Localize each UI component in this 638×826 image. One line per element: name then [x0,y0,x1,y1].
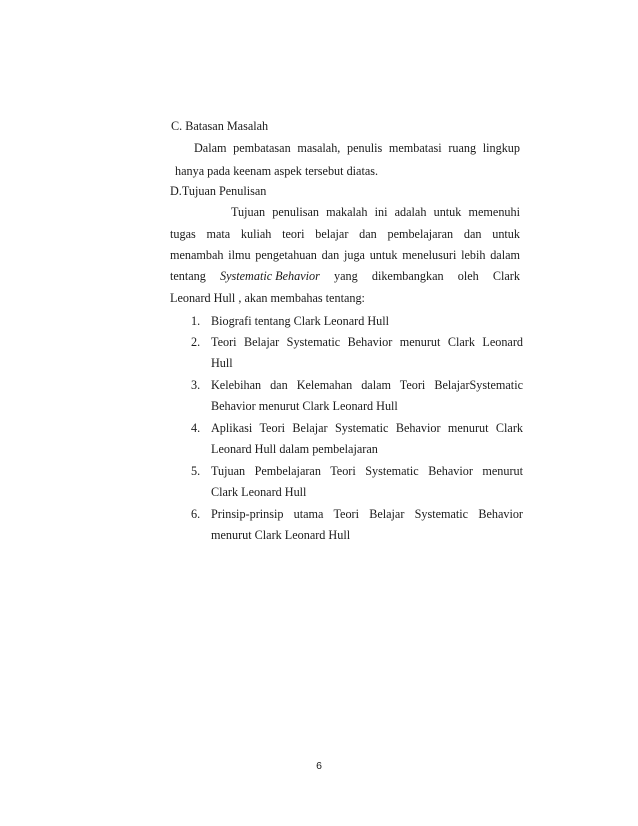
word-dikembangkan: dikembangkan [371,269,444,283]
list-item-text: Prinsip-prinsip utama Teori Belajar Systematic Behavior [211,507,523,521]
list-item-number: 5. [191,464,201,478]
list-item-text-continued: Hull [211,356,233,370]
list-item-text: Aplikasi Teori Belajar Systematic Behavior menurut Clark [211,421,523,435]
list-item-text-continued: Behavior menurut Clark Leonard Hull [211,399,398,413]
list-item-text: Teori Belajar Systematic Behavior menurut Clark Leonard [211,335,523,349]
list-item-text-continued: menurut Clark Leonard Hull [211,528,351,542]
systematic-behavior-term: Systematic Behavior [220,269,320,283]
list-item-number: 4. [191,421,201,435]
list-item-number: 2. [191,335,201,349]
section-d-paragraph-line-3: menambah ilmu pengetahuan dan juga untuk menelusuri lebih dalam [170,248,520,262]
section-c-paragraph-line-1: Dalam pembatasan masalah, penulis membatasi ruang lingkup [194,141,520,155]
section-d-heading: D.Tujuan Penulisan [170,184,267,198]
list-item-number: 3. [191,378,201,392]
page-number: 6 [316,760,322,772]
list-item-text: Tujuan Pembelajaran Teori Systematic Behavior menurut [211,464,523,478]
list-item-text: Kelebihan dan Kelemahan dalam Teori BelajarSystematic [211,378,523,392]
word-clark: Clark [492,269,520,283]
section-d-paragraph-line-5: Leonard Hull , akan membahas tentang: [170,291,365,305]
list-item [191,420,523,460]
section-d-paragraph-line-1: Tujuan penulisan makalah ini adalah untuk memenuhi [231,205,520,219]
section-c-heading: C. Batasan Masalah [171,119,269,133]
section-c-paragraph-line-2: hanya pada keenam aspek tersebut diatas. [175,164,379,178]
section-d-paragraph-line-2: tugas mata kuliah teori belajar dan pembelajaran dan untuk [170,227,520,241]
list-item-text-continued: Clark Leonard Hull [211,485,307,499]
list-item [191,463,523,503]
list-item [191,334,523,374]
word-tentang: tentang [170,269,206,283]
list-item [191,506,523,546]
list-item [191,377,523,417]
word-oleh: oleh [457,269,479,283]
list-item-text: Biografi tentang Clark Leonard Hull [211,314,390,328]
list-item-number: 6. [191,507,201,521]
list-item-text-continued: Leonard Hull dalam pembelajaran [211,442,378,456]
section-d-paragraph-line-4 [170,268,520,284]
list-item-number: 1. [191,314,201,328]
list-item [191,313,523,331]
word-yang: yang [334,269,358,283]
